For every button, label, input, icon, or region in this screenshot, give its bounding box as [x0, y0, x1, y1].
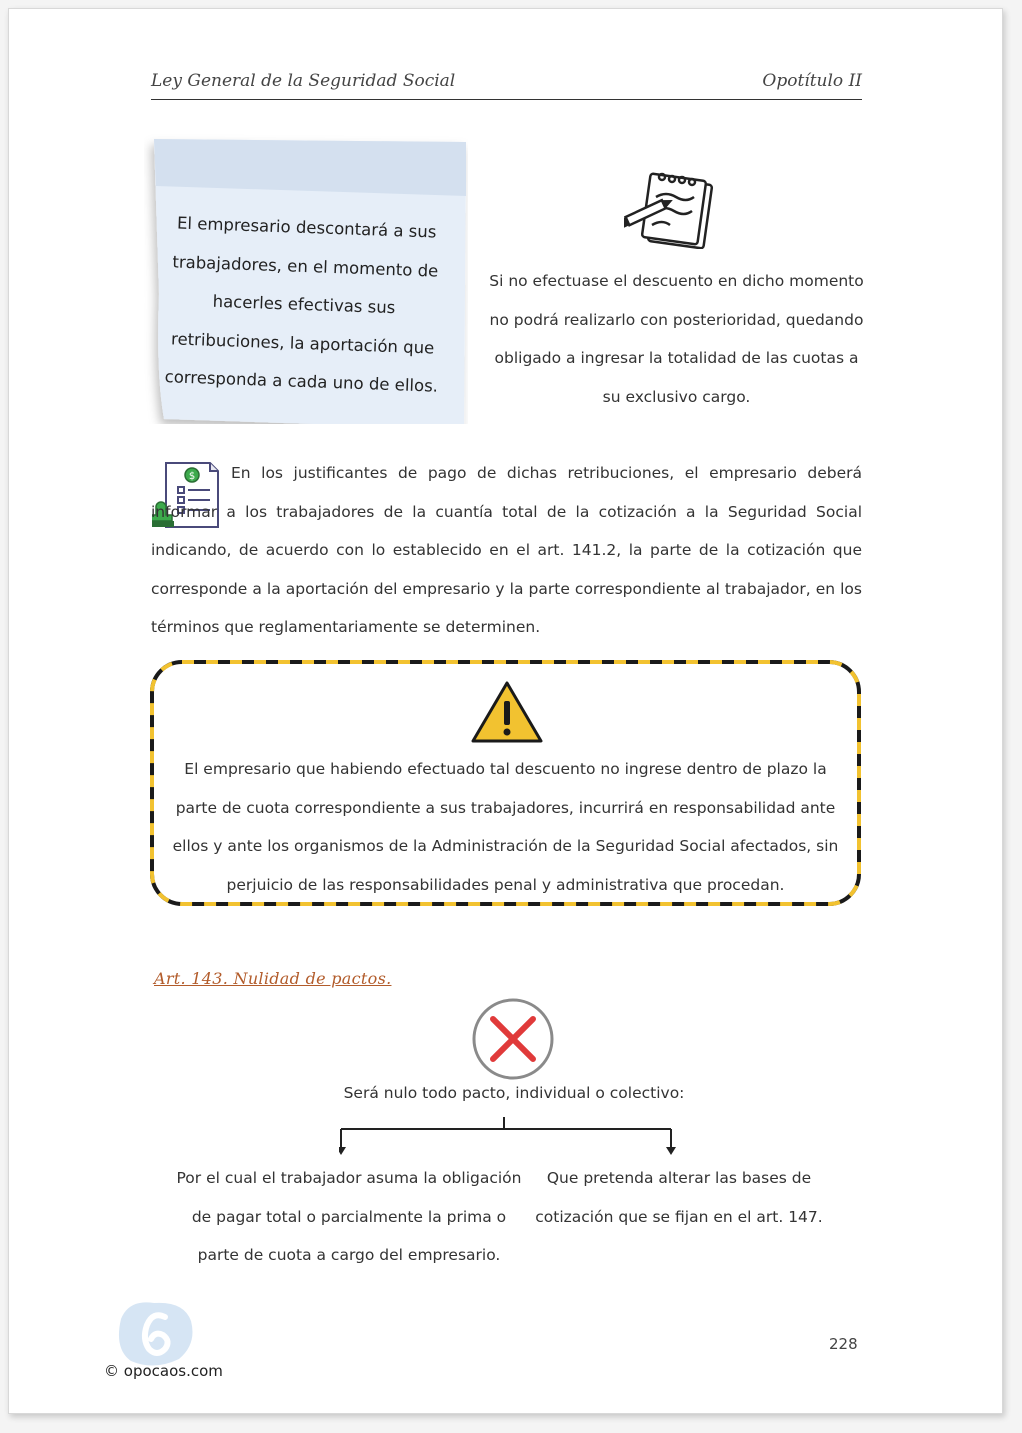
tree-branch-left: Por el cual el trabajador asuma la obligación de pagar total o parcialmente la prima o parte de cuota a cargo del empresario.	[176, 1169, 522, 1264]
page-number: 228	[829, 1335, 858, 1353]
page-header	[151, 69, 862, 100]
warning-text: El empresario que habiendo efectuado tal descuento no ingrese dentro de plazo la parte de cuota correspondiente a sus trabajadores, incurrirá en responsabilidad ante ellos y ante los organismos de la Administración de la Seguridad Social afectados, sin perjuicio de las responsabilidades penal y administrativa que procedan.	[172, 760, 839, 894]
red-x-icon	[471, 997, 555, 1085]
warning-triangle-icon	[469, 679, 545, 751]
payroll-paragraph-text: En los justificantes de pago de dichas retribuciones, el empresario deberá informar a los trabajadores de la cuantía total de la cotización a la Seguridad Social indicando, de acuerdo con lo establecido en el art. 141.2, la parte de la cotización que corresponde a la aportación del empresario y la parte correspondiente al trabajador, en los términos que reglamentariamente se determinen.	[151, 464, 862, 636]
tree-root-text: Será nulo todo pacto, individual o colectivo:	[343, 1084, 685, 1102]
svg-text:$: $	[188, 471, 196, 482]
tree-connector	[339, 1117, 679, 1163]
article-title-text: Art. 143. Nulidad de pactos.	[154, 969, 392, 988]
header-title-right: Opotítulo II	[762, 71, 862, 91]
header-title-left: Ley General de la Seguridad Social	[151, 71, 456, 91]
side-note-text: Si no efectuase el descuento en dicho momento no podrá realizarlo con posterioridad, quedando obligado a ingresar la totalidad de las cuotas a su exclusivo cargo.	[489, 272, 864, 406]
paragraph-indent	[151, 468, 231, 478]
payroll-paragraph	[151, 454, 862, 647]
page	[8, 8, 1003, 1414]
sticky-note	[144, 134, 468, 424]
tree-branch-right: Que pretenda alterar las bases de cotización que se fijan en el art. 147.	[535, 1169, 823, 1226]
sticky-note-text: El empresario descontará a sus trabajadores, en el momento de hacerles efectivas sus retribuciones, la aportación que corresponda a cada uno de ellos.	[164, 213, 439, 396]
notepad-pencil-icon	[624, 169, 714, 253]
article-title	[154, 969, 391, 988]
warning-box	[149, 659, 862, 907]
copyright-text: © opocaos.com	[104, 1362, 223, 1380]
